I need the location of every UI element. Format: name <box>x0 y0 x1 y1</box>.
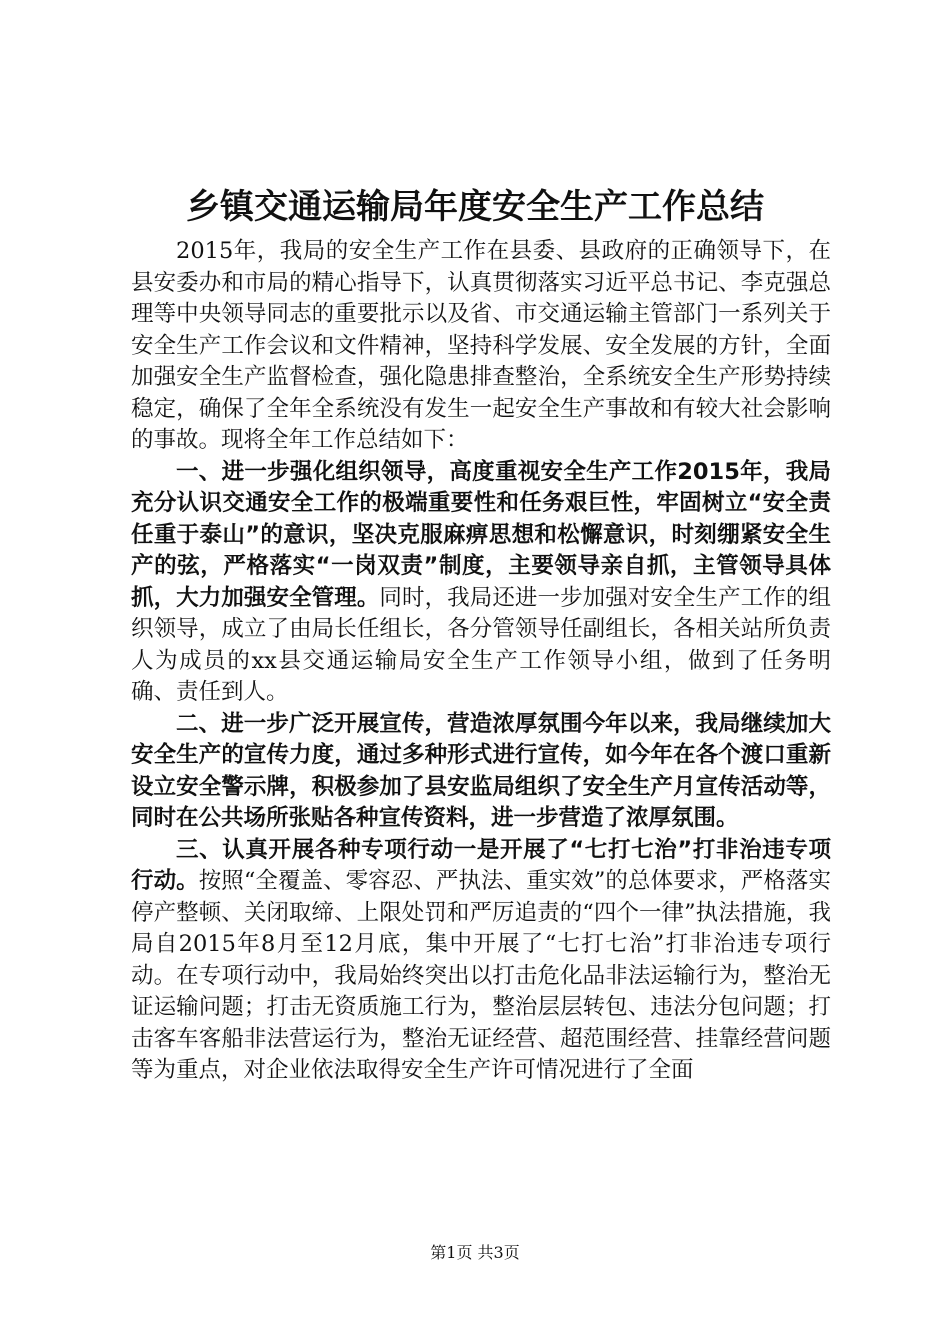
section-1-heading: 一、进一步强化组织领导，高度重视安全生产工作 <box>176 458 678 485</box>
section-1-paragraph <box>131 457 831 709</box>
section-3-text: 按照“全覆盖、零容忍、严执法、重实效”的总体要求，严格落实停产整顿、关闭取缔、上限处罚和严厉追责的“四个一律”执法措施，我局自2015年8月至12月底，集中开展了“七打七治”打非治违专项行动。在专项行动中，我局始终突出以打击危化品非法运输行为，整治无证运输问题；打击无资质施工行为，整治层层转包、违法分包问题；打击客车客船非法营运行为，整治无证经营、超范围经营、挂靠经营问题等为重点，对企业依法取得安全生产许可情况进行了全面 <box>131 868 831 1083</box>
section-2-paragraph <box>131 709 831 835</box>
section-2-heading: 二、进一步广泛开展宣传，营造浓厚氛围 <box>176 710 583 737</box>
section-3-bold-text: 一是开展了“七打七治”打非治违专项行动。 <box>131 836 831 894</box>
document-body <box>131 236 831 1087</box>
section-1-bold-text: 2015年，我局充分认识交通安全工作的极端重要性和任务艰巨性，牢固树立“安全责任重于泰山”的意识，坚决克服麻痹思想和松懈意识，时刻绷紧安全生产的弦，严格落实“一岗双责”制度，主要领导亲自抓，主管领导具体抓，大力加强安全管理。 <box>131 458 831 611</box>
page-footer: 第1页 共3页 <box>430 1243 520 1262</box>
section-1-text: 同时，我局还进一步加强对安全生产工作的组织领导，成立了由局长任组长，各分管领导任副组长，各相关站所负责人为成员的xx县交通运输局安全生产工作领导小组，做到了任务明确、责任到人。 <box>131 584 831 705</box>
section-2-bold-text: 今年以来，我局继续加大安全生产的宣传力度，通过多种形式进行宣传，如今年在各个渡口重新设立安全警示牌，积极参加了县安监局组织了安全生产月宣传活动等，同时在公共场所张贴各种宣传资料，进一步营造了浓厚氛围。 <box>131 710 831 831</box>
section-3-heading: 三、认真开展各种专项行动 <box>176 836 454 863</box>
section-3-paragraph <box>131 835 831 1087</box>
document-title: 乡镇交通运输局年度安全生产工作总结 <box>186 187 764 227</box>
intro-paragraph: 2015年，我局的安全生产工作在县委、县政府的正确领导下，在县安委办和市局的精心指导下，认真贯彻落实习近平总书记、李克强总理等中央领导同志的重要批示以及省、市交通运输主管部门一系列关于安全生产工作会议和文件精神，坚持科学发展、安全发展的方针，全面加强安全生产监督检查，强化隐患排查整治，全系统安全生产形势持续稳定，确保了全年全系统没有发生一起安全生产事故和有较大社会影响的事故。现将全年工作总结如下： <box>131 238 831 453</box>
